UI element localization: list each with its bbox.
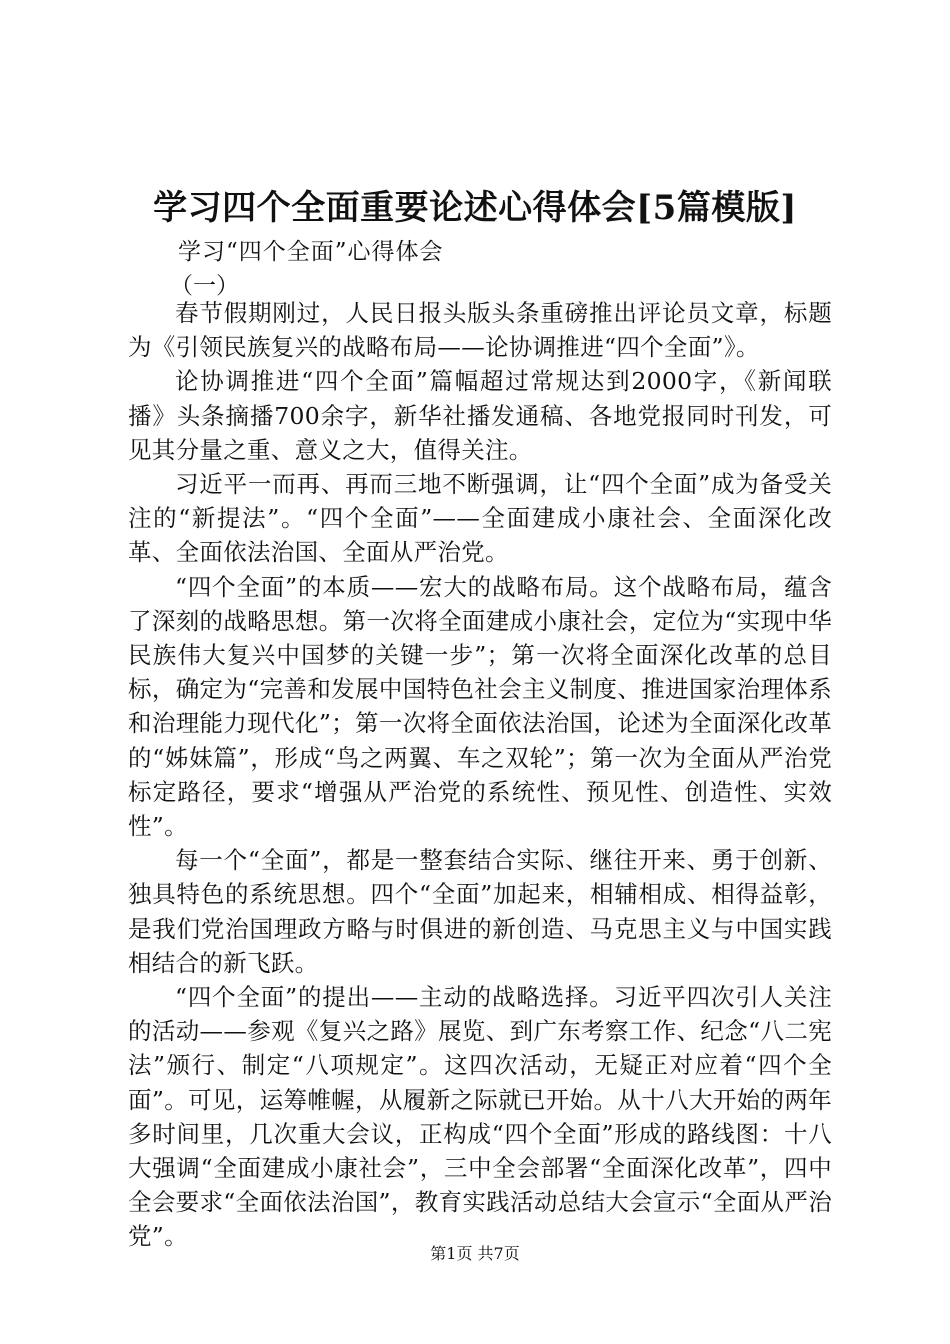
- body-text: [128, 296, 832, 1254]
- paragraph: 春节假期刚过，人民日报头版头条重磅推出评论员文章，标题为《引领民族复兴的战略布局——论协调推进“四个全面”》。: [128, 299, 832, 362]
- page-number: 第1页 共7页: [430, 1244, 520, 1263]
- paragraph: “四个全面”的提出——主动的战略选择。习近平四次引人关注的活动——参观《复兴之路》展览、到广东考察工作、纪念“八二宪法”颁行、制定“八项规定”。这四次活动，无疑正对应着“四个全面”。可见，运筹帷幄，从履新之际就已开始。从十八大开始的两年多时间里，几次重大会议，正构成“四个全面”形成的路线图：十八大强调“全面建成小康社会”，三中全会部署“全面深化改革”，四中全会要求“全面依法治国”，教育实践活动总结大会宣示“全面从严治党”。: [128, 983, 832, 1251]
- paragraph: 每一个“全面”，都是一整套结合实际、继往开来、勇于创新、独具特色的系统思想。四个“全面”加起来，相辅相成、相得益彰，是我们党治国理政方略与时俱进的新创造、马克思主义与中国实践相结合的新飞跃。: [128, 846, 832, 977]
- document-title: 学习四个全面重要论述心得体会[5篇模版]: [153, 188, 797, 228]
- paragraph: “四个全面”的本质——宏大的战略布局。这个战略布局，蕴含了深刻的战略思想。第一次将全面建成小康社会，定位为“实现中华民族伟大复兴中国梦的关键一步”；第一次将全面深化改革的总目标，确定为“完善和发展中国特色社会主义制度、推进国家治理体系和治理能力现代化”；第一次将全面依法治国，论述为全面深化改革的“姊妹篇”，形成“鸟之两翼、车之双轮”；第一次为全面从严治党标定路径，要求“增强从严治党的系统性、预见性、创造性、实效性”。: [128, 572, 832, 841]
- paragraph: 论协调推进“四个全面”篇幅超过常规达到2000字，《新闻联播》头条摘播700余字，新华社播发通稿、各地党报同时刊发，可见其分量之重、意义之大，值得关注。: [128, 367, 832, 464]
- document-subtitle: 学习“四个全面”心得体会: [178, 239, 444, 265]
- paragraph: 习近平一而再、再而三地不断强调，让“四个全面”成为备受关注的“新提法”。“四个全面”——全面建成小康社会、全面深化改革、全面依法治国、全面从严治党。: [128, 470, 832, 567]
- section-marker: （一）: [170, 273, 239, 299]
